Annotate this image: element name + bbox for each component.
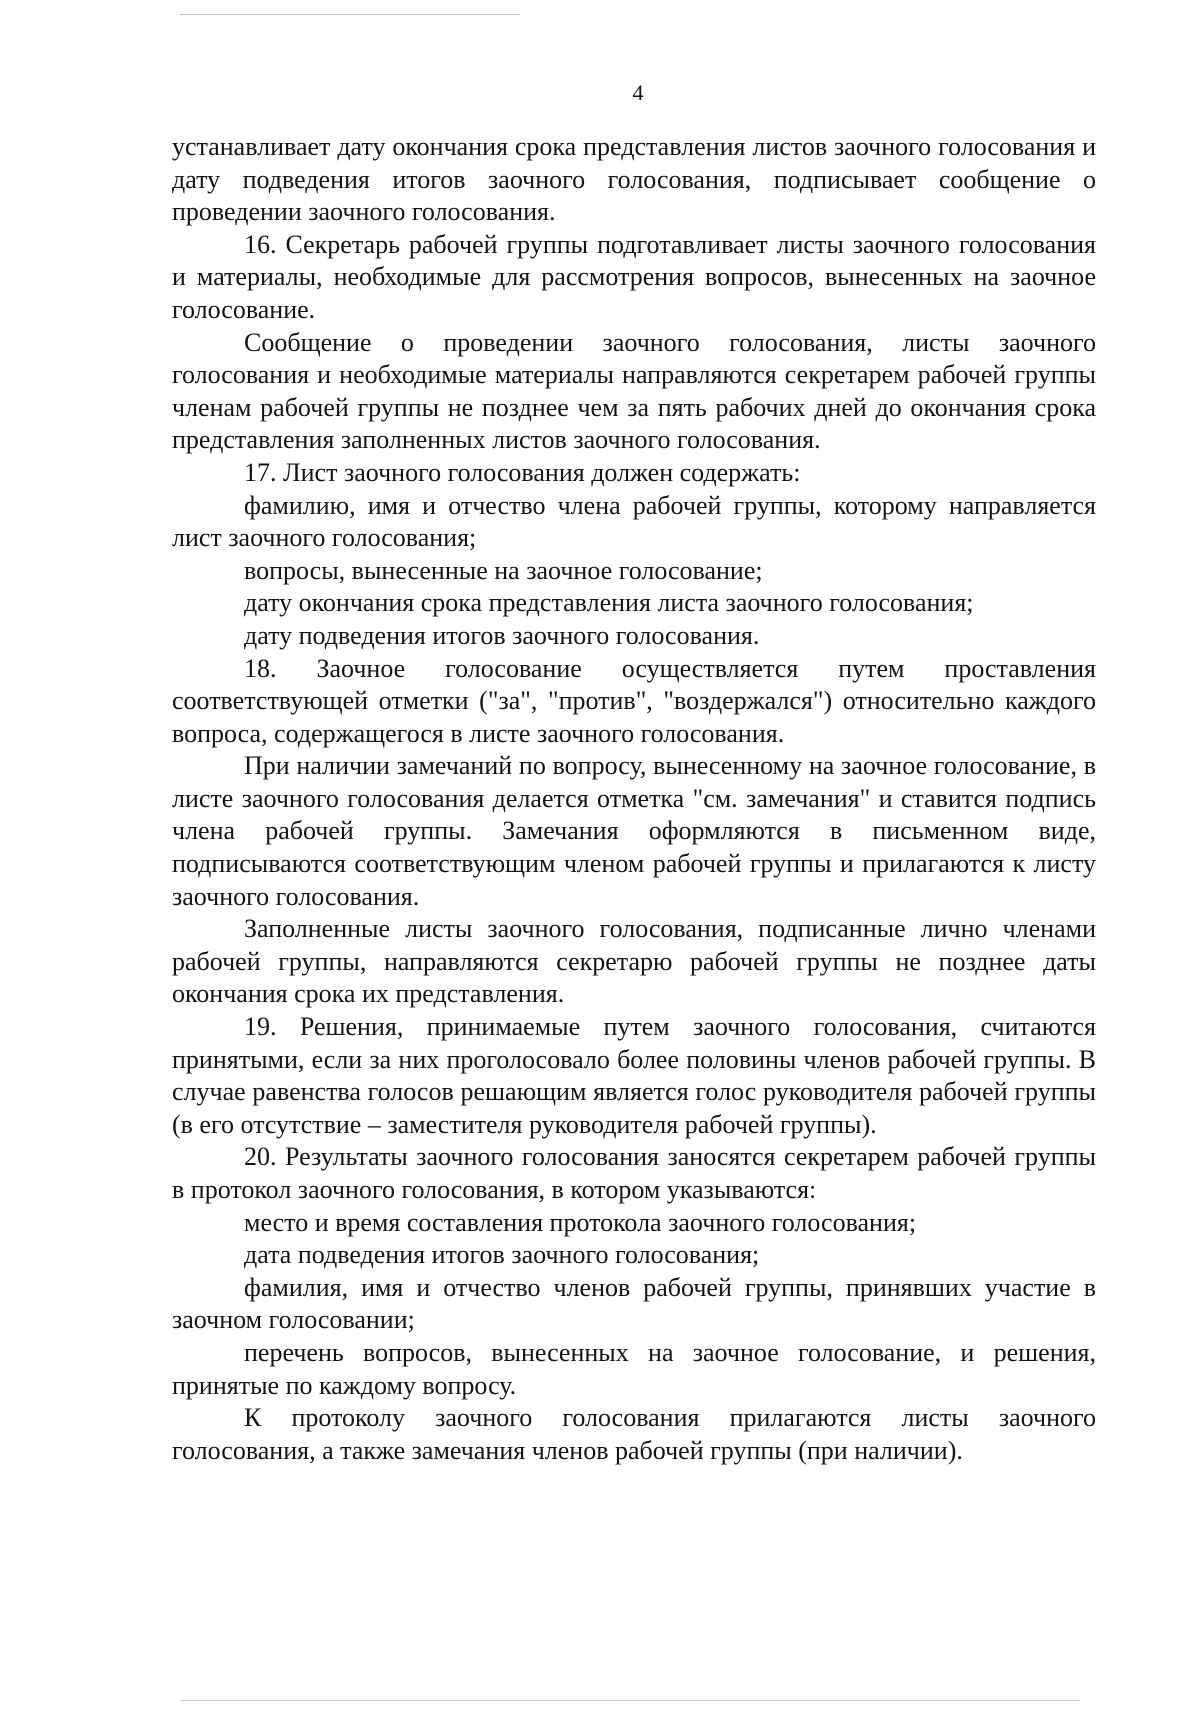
paragraph-filled-sheets: Заполненные листы заочного голосования, подписанные лично членами рабочей группы, направляются секретарю рабочей группы не позднее даты окончания срока их представления. (172, 914, 1096, 1009)
list-item-questions-decisions: перечень вопросов, вынесенных на заочное голосование, и решения, принятые по каждому вопросу. (172, 1337, 1096, 1400)
paragraph-item-20: 20. Результаты заочного голосования заносятся секретарем рабочей группы в протокол заочного голосования, в котором указываются: (172, 1142, 1096, 1204)
scan-artifact-bottom-line (180, 1700, 1080, 1701)
list-item-summary-date: дата подведения итогов заочного голосования; (244, 1240, 760, 1270)
paragraph-item-18: 18. Заочное голосование осуществляется путем проставления соответствующей отметки ("за", "против", "воздержался") относительно каждого вопроса, содержащегося в листе заочного голосования. (172, 653, 1096, 748)
scan-artifact-top-line (180, 14, 520, 15)
list-item-member-name: фамилию, имя и отчество члена рабочей группы, которому направляется лист заочного голосования; (172, 490, 1096, 553)
paragraph-item-17: 17. Лист заочного голосования должен содержать: (244, 457, 801, 487)
paragraph-continuation: устанавливает дату окончания срока представления листов заочного голосования и дату подведения итогов заочного голосования, подписывает сообщение о проведении заочного голосования. (172, 132, 1096, 227)
paragraph-attachments: К протоколу заочного голосования прилагаются листы заочного голосования, а также замечания членов рабочей группы (при наличии). (172, 1403, 1096, 1465)
list-item-participants: фамилия, имя и отчество членов рабочей группы, принявших участие в заочном голосовании; (172, 1272, 1096, 1335)
list-item-deadline: дату окончания срока представления листа заочного голосования; (244, 588, 974, 618)
paragraph-notice-distribution: Сообщение о проведении заочного голосования, листы заочного голосования и необходимые материалы направляются секретарем рабочей группы членам рабочей группы не позднее чем за пять рабочих дней до окончания срока представления заполненных листов заочного голосования. (172, 327, 1096, 455)
page-number: 4 (632, 80, 644, 105)
paragraph-item-16: 16. Секретарь рабочей группы подготавливает листы заочного голосования и материалы, необходимые для рассмотрения вопросов, вынесенных на заочное голосование. (172, 229, 1096, 324)
list-item-results-date: дату подведения итогов заочного голосования. (244, 620, 760, 650)
list-item-place-time: место и время составления протокола заочного голосования; (244, 1207, 917, 1237)
list-item-questions: вопросы, вынесенные на заочное голосование; (244, 555, 763, 585)
document-body (172, 131, 1096, 1467)
paragraph-item-19: 19. Решения, принимаемые путем заочного голосования, считаются принятыми, если за них проголосовало более половины членов рабочей группы. В случае равенства голосов решающим является голос руководителя рабочей группы (в его отсутствие – заместителя руководителя рабочей группы). (172, 1012, 1096, 1139)
paragraph-remarks: При наличии замечаний по вопросу, вынесенному на заочное голосование, в листе заочного голосования делается отметка "см. замечания" и ставится подпись члена рабочей группы. Замечания оформляются в письменном виде, подписываются соответствующим членом рабочей группы и прилагаются к листу заочного голосования. (172, 751, 1096, 911)
